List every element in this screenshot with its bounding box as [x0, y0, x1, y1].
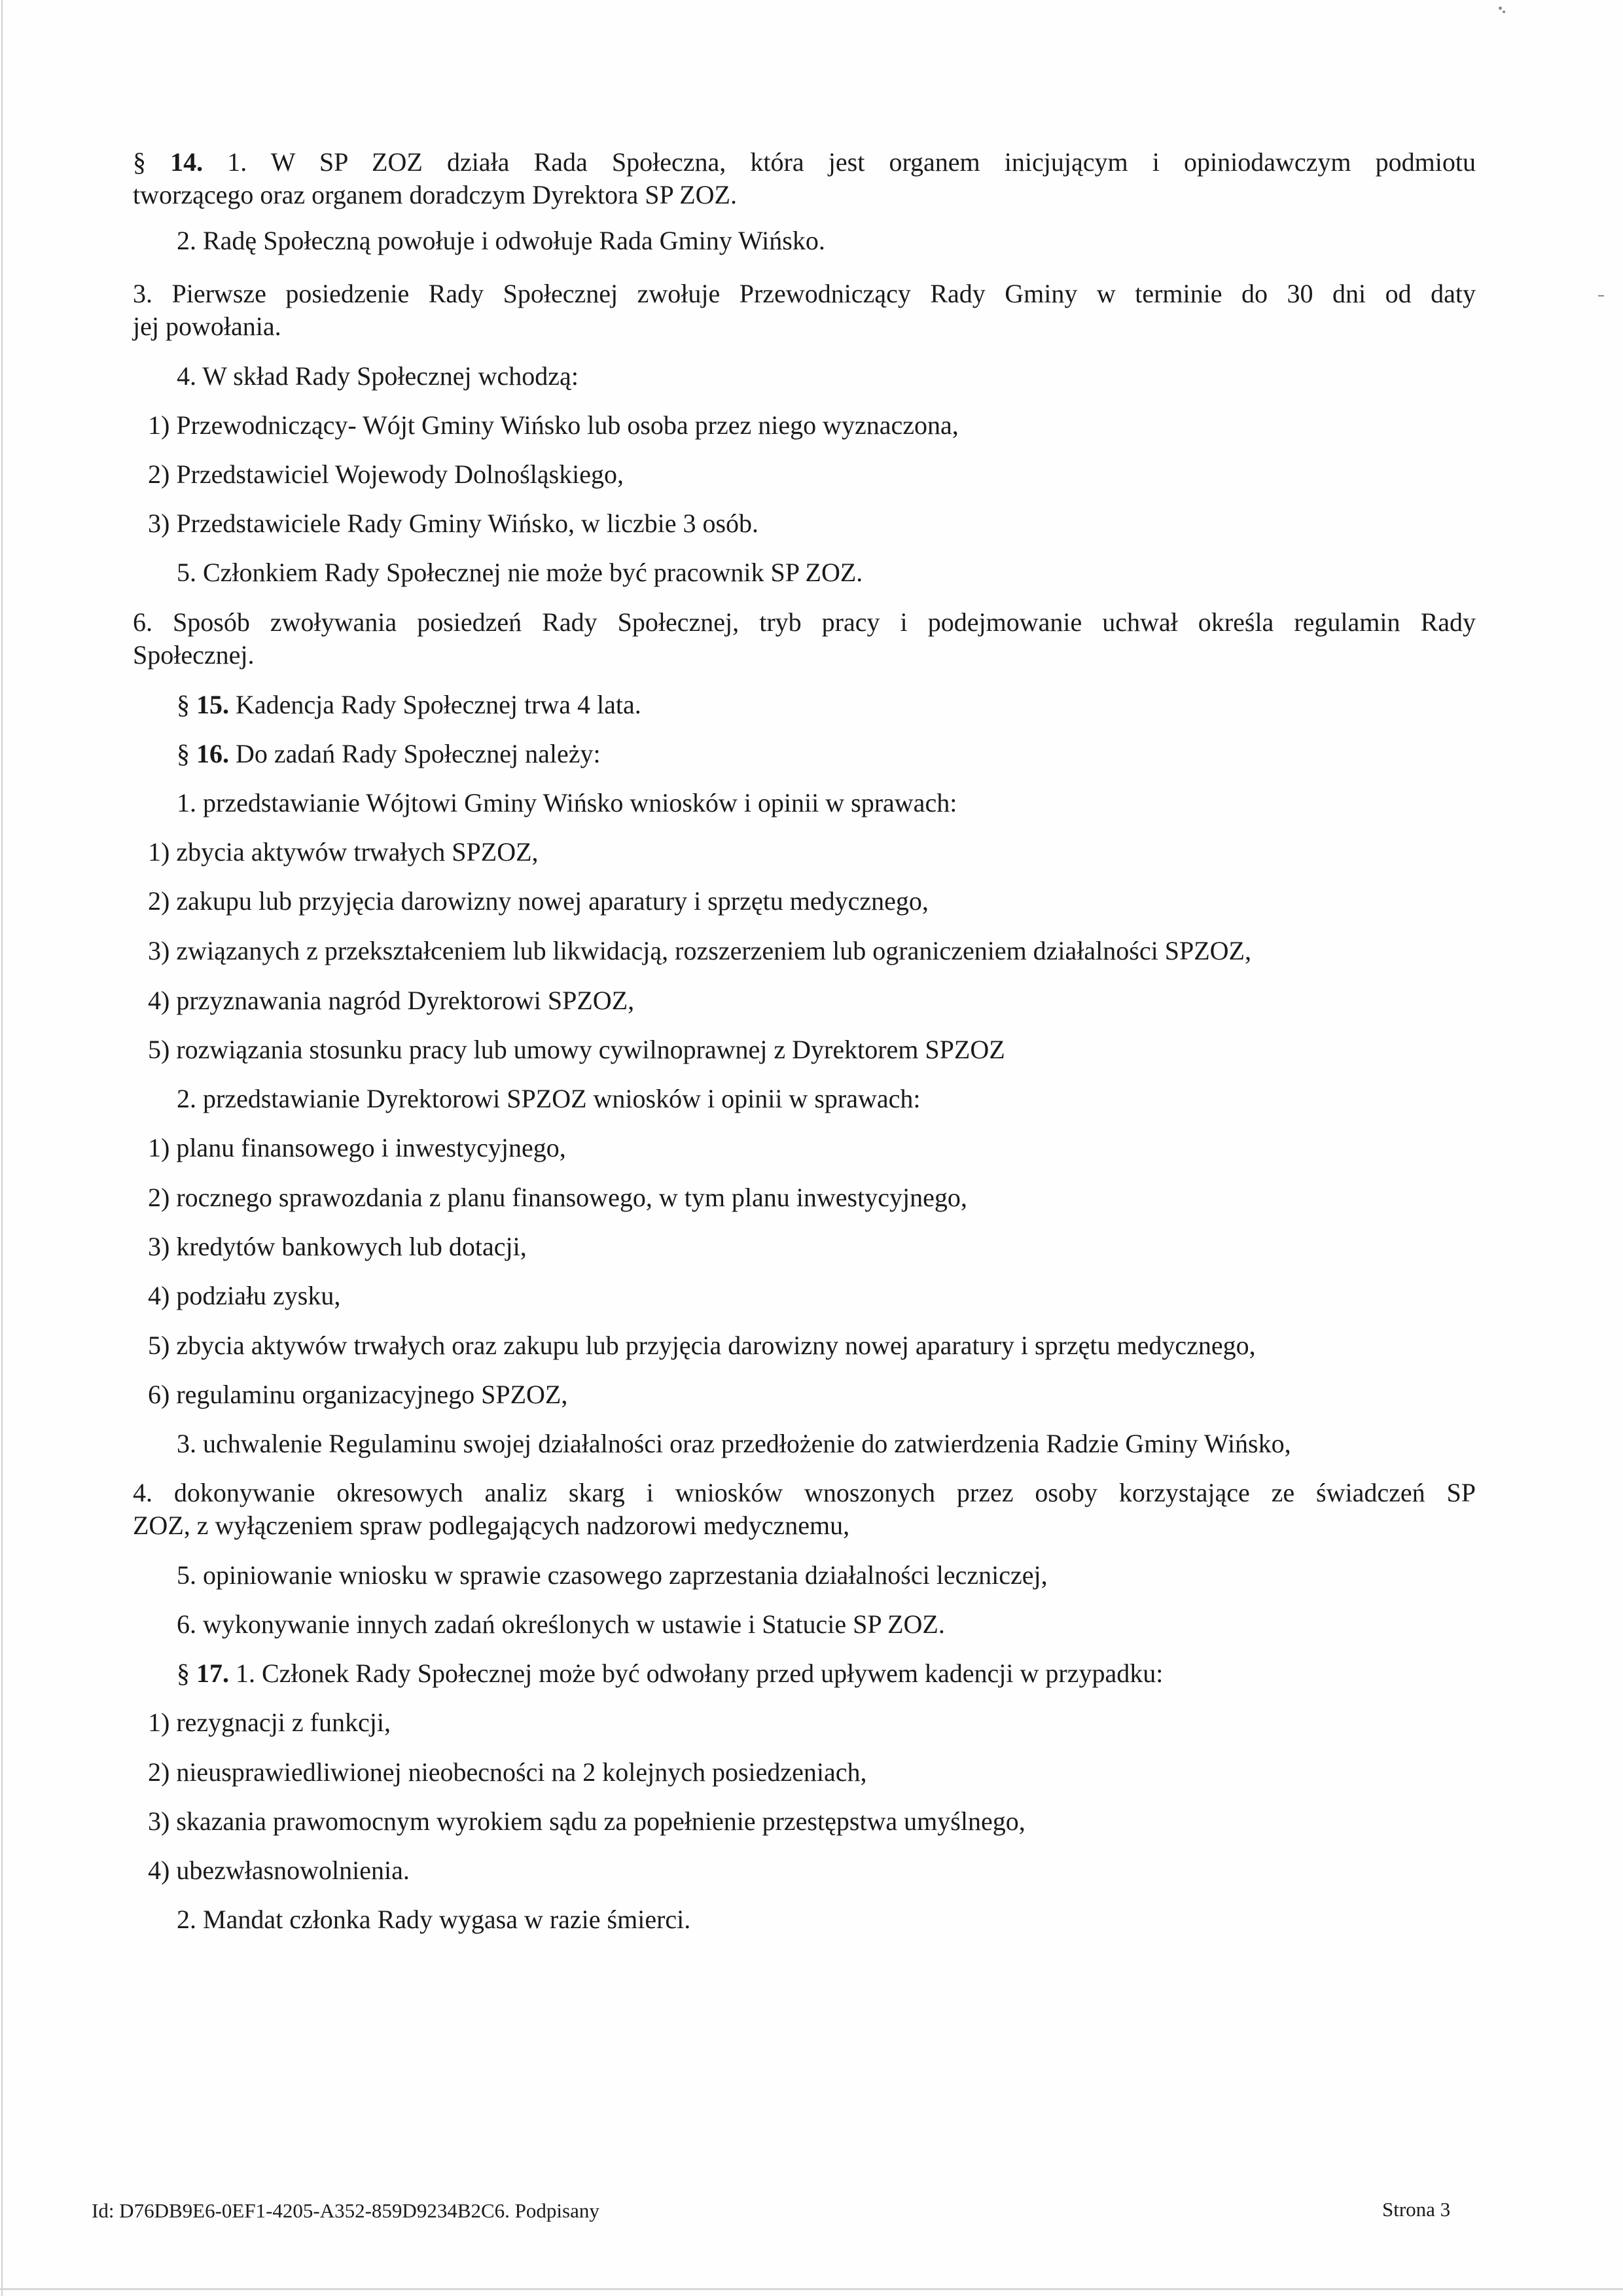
paragraph-16-item-1-4: 4) przyznawania nagród Dyrektorowi SPZOZ,: [148, 986, 635, 1015]
paragraph-17-item-1-1: 1) rezygnacji z funkcji,: [148, 1708, 391, 1737]
paragraph-14-line-1: [133, 146, 1476, 179]
scan-speck: [1499, 7, 1502, 10]
paragraph-16-item-2-4: 4) podziału zysku,: [148, 1281, 341, 1310]
paragraph-14-item-5: 5. Członkiem Rady Społecznej nie może być pracownik SP ZOZ.: [177, 558, 863, 587]
paragraph-17-item-1-2: 2) nieusprawiedliwionej nieobecności na 2 kolejnych posiedzeniach,: [148, 1757, 867, 1787]
paragraph-16-item-1: 1. przedstawianie Wójtowi Gminy Wińsko wniosków i opinii w sprawach:: [177, 788, 957, 817]
scan-edge-left: [1, 0, 3, 2296]
paragraph-16-item-2-2: 2) rocznego sprawozdania z planu finansowego, w tym planu inwestycyjnego,: [148, 1183, 967, 1212]
paragraph-14-item-6-line-2: Społecznej.: [133, 640, 255, 670]
paragraph-15: [177, 689, 641, 721]
document-id-footer: Id: D76DB9E6-0EF1-4205-A352-859D9234B2C6. Podpisany: [92, 2199, 599, 2222]
paragraph-16-item-4-line-2: ZOZ, z wyłączeniem spraw podlegających nadzorowi medycznemu,: [133, 1511, 850, 1540]
paragraph-14-item-3-line-2: jej powołania.: [133, 312, 281, 341]
section-sign: §: [133, 147, 146, 177]
paragraph-16-item-2-1: 1) planu finansowego i inwestycyjnego,: [148, 1133, 566, 1162]
paragraph-14-item-4-2: 2) Przedstawiciel Wojewody Dolnośląskiego,: [148, 459, 624, 489]
paragraph-16-item-2: 2. przedstawianie Dyrektorowi SPZOZ wniosków i opinii w sprawach:: [177, 1084, 921, 1113]
paragraph-17-item-1-4: 4) ubezwłasnowolnienia.: [148, 1856, 410, 1885]
paragraph-16-item-5: 5. opiniowanie wniosku w sprawie czasowego zaprzestania działalności leczniczej,: [177, 1560, 1048, 1590]
section-sign: §: [177, 690, 190, 719]
scan-speck: [1503, 10, 1505, 13]
paragraph-16-item-1-3: 3) związanych z przekształceniem lub likwidacją, rozszerzeniem lub ograniczeniem działalności SPZOZ,: [148, 936, 1251, 965]
paragraph-17-item-1-3: 3) skazania prawomocnym wyrokiem sądu za popełnienie przestępstwa umyślnego,: [148, 1806, 1026, 1836]
paragraph-14-item-2: 2. Radę Społeczną powołuje i odwołuje Rada Gminy Wińsko.: [177, 226, 825, 255]
paragraph-16-item-1-5: 5) rozwiązania stosunku pracy lub umowy cywilnoprawnej z Dyrektorem SPZOZ: [148, 1035, 1005, 1064]
page-number: Strona 3: [1382, 2198, 1451, 2221]
paragraph-number: 17.: [196, 1659, 229, 1688]
section-sign: §: [177, 739, 190, 768]
paragraph-14-item-3-line-1: 3. Pierwsze posiedzenie Rady Społecznej zwołuje Przewodniczący Rady Gminy w terminie do 30 dni od daty: [133, 279, 1476, 308]
paragraph-text: Do zadań Rady Społecznej należy:: [229, 739, 601, 768]
paragraph-14-line-2: tworzącego oraz organem doradczym Dyrektora SP ZOZ.: [133, 180, 737, 209]
paragraph-number: 15.: [196, 690, 229, 719]
paragraph-16-item-3: 3. uchwalenie Regulaminu swojej działalności oraz przedłożenie do zatwierdzenia Radzie Gminy Wińsko,: [177, 1429, 1291, 1458]
paragraph-14-item-6-line-1: 6. Sposób zwoływania posiedzeń Rady Społecznej, tryb pracy i podejmowanie uchwał określa regulamin Rady: [133, 607, 1476, 637]
paragraph-17-item-2: 2. Mandat członka Rady wygasa w razie śmierci.: [177, 1905, 691, 1934]
paragraph-text: 1. W SP ZOZ działa Rada Społeczna, która jest organem inicjującym i opiniodawczym podmiotu: [203, 147, 1476, 177]
paragraph-14-item-4-1: 1) Przewodniczący- Wójt Gminy Wińsko lub osoba przez niego wyznaczona,: [148, 410, 959, 440]
paragraph-16-item-4-line-1: 4. dokonywanie okresowych analiz skarg i wniosków wnoszonych przez osoby korzystające ze świadczeń SP: [133, 1478, 1476, 1507]
paragraph-16: [177, 738, 601, 770]
section-sign: §: [177, 1659, 190, 1688]
paragraph-16-item-1-1: 1) zbycia aktywów trwałych SPZOZ,: [148, 837, 539, 867]
scan-edge-bottom: [0, 2288, 1623, 2290]
paragraph-text: Kadencja Rady Społecznej trwa 4 lata.: [229, 690, 641, 719]
paragraph-text: 1. Członek Rady Społecznej może być odwołany przed upływem kadencji w przypadku:: [229, 1659, 1164, 1688]
paragraph-14-item-4-3: 3) Przedstawiciele Rady Gminy Wińsko, w liczbie 3 osób.: [148, 509, 759, 538]
paragraph-number: 14.: [170, 147, 204, 177]
paragraph-16-item-2-6: 6) regulaminu organizacyjnego SPZOZ,: [148, 1380, 568, 1409]
paragraph-17: [177, 1657, 1163, 1690]
paragraph-16-item-2-5: 5) zbycia aktywów trwałych oraz zakupu lub przyjęcia darowizny nowej aparatury i sprzętu medycznego,: [148, 1331, 1256, 1360]
paragraph-16-item-6: 6. wykonywanie innych zadań określonych w ustawie i Statucie SP ZOZ.: [177, 1609, 945, 1639]
paragraph-number: 16.: [196, 739, 229, 768]
paragraph-14-item-4: 4. W skład Rady Społecznej wchodzą:: [177, 361, 579, 391]
scan-mark: [1598, 295, 1604, 296]
paragraph-16-item-1-2: 2) zakupu lub przyjęcia darowizny nowej aparatury i sprzętu medycznego,: [148, 886, 929, 916]
paragraph-16-item-2-3: 3) kredytów bankowych lub dotacji,: [148, 1232, 527, 1261]
